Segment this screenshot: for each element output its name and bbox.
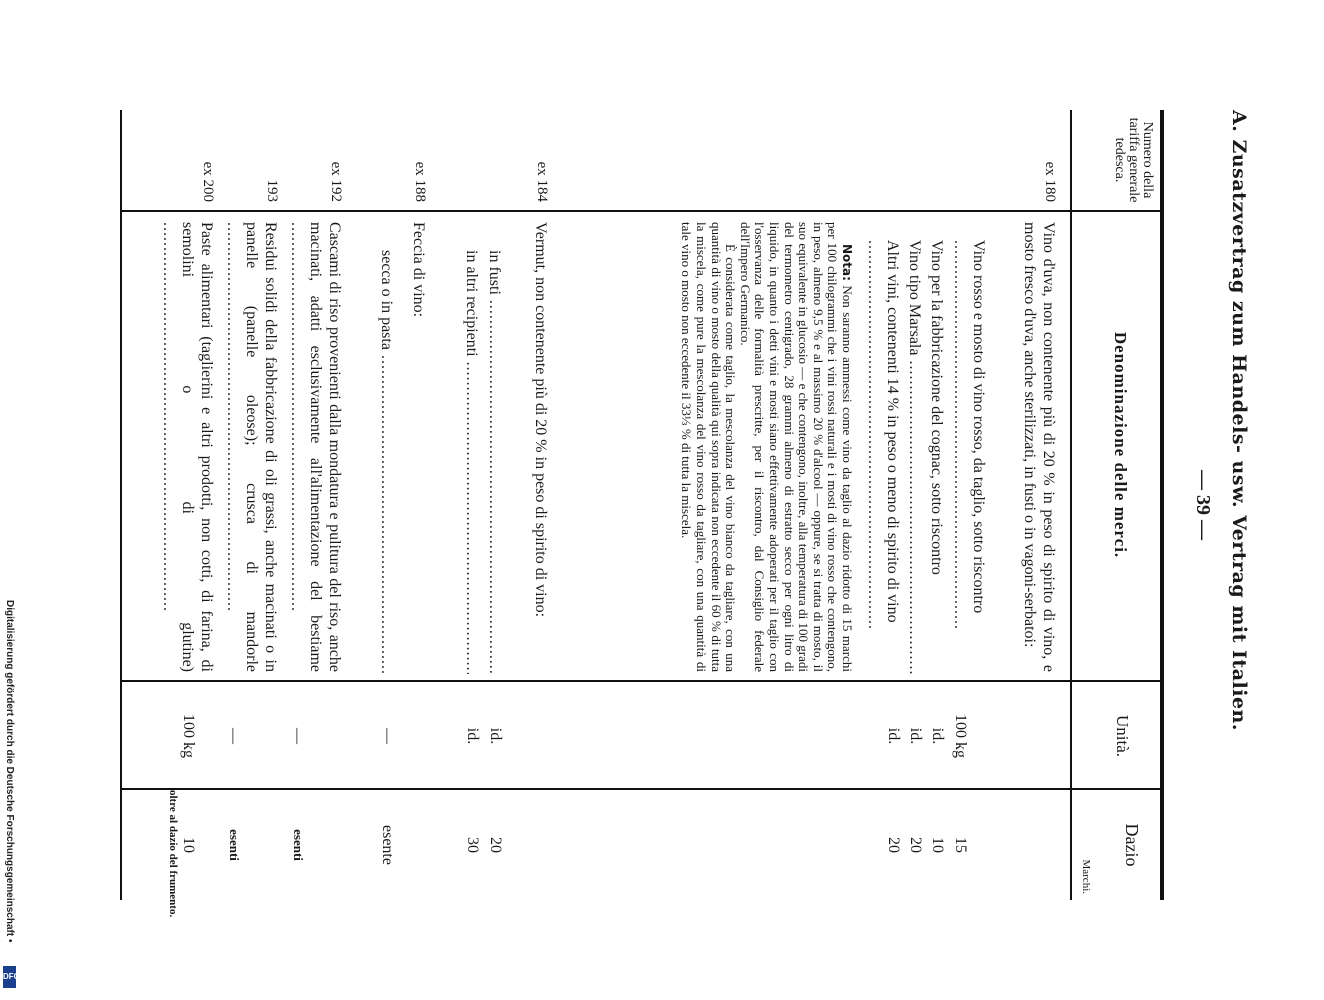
tariff-number: ex 184 — [534, 161, 550, 202]
subitem-label: Vino rosso e mosto di vino rosso, da taglio, sotto riscontro ..... — [950, 240, 988, 674]
subitem-duty: 20 — [487, 837, 504, 853]
subitem-duty: esente — [379, 825, 396, 865]
tariff-number: ex 200 — [200, 161, 216, 202]
column-header-duty-currency: Marchi. — [1080, 859, 1092, 894]
tariff-description: Paste alimentari (taglierini e altri prodotti, non cotti, di farina, di semolini o di glutine) ..... — [159, 222, 216, 672]
subitem-label: Altri vini, contenenti 14 % in peso o meno di spirito di vino ..... — [864, 240, 902, 674]
note-text: Non saranno ammessi come vino da taglio al dazio ridotto di 15 marchi per 100 chilogrammi che i vini rossi naturali e i mosti di vino rosso che contengono, in peso, almeno 9,5 % e al massimo 20 % d'alcool — oppure, se si tratta di mosto, il suo equivalente in glucosio — e che contengono, inoltre, alla temperatura di 100 gradi del termometro centigrado, 28 grammi almeno di estratto secco per ogni litro di liquido, in quanto i detti vini e mosti siano effettivamente adoperati per il taglio con l'osservanza delle formalità prescritte, per il riscontro, dal Consiglio federale dell'Impero Germanico. — [737, 222, 855, 672]
table-bottom-rule — [120, 110, 122, 900]
tariff-duty: esenti — [227, 829, 242, 861]
subitem-unit: 100 kg — [952, 714, 969, 758]
subitem-unit: id. — [487, 727, 504, 745]
tariff-unit: 100 kg — [180, 714, 197, 758]
subitem-duty: 20 — [885, 837, 902, 853]
tariff-description: Cascami di riso provenienti dalla mondatura e pulitura del riso, anche macinati, adatti esclusivamente all'alimentazione del bestiame ..... — [287, 222, 344, 672]
column-divider-number — [122, 210, 1162, 212]
subitem-unit: id. — [885, 727, 902, 745]
tariff-unit: — — [225, 728, 242, 744]
tariff-description: Vino d'uva, non contenente più di 20 % in peso di spirito di vino, e mosto fresco d'uva, anche sterilizzati, in fusti o in vagoni-serbatoi: — [1021, 222, 1057, 672]
column-divider-denomination — [122, 680, 1162, 682]
duty-note: oltre al dazio del frumento. — [167, 790, 179, 918]
digitization-credit — [3, 600, 20, 990]
subitem-label: secca o in pasta ..... — [377, 250, 396, 674]
subitem-duty: 15 — [952, 837, 969, 853]
column-header-duty: Dazio — [1122, 823, 1142, 867]
tariff-number: ex 188 — [412, 161, 428, 202]
note-text-2: È considerata come taglio, la mescolanza del vino bianco da tagliare, con una quantità di vino o mosto della qualità qui sopra indicata non eccedente il 60 % di tutta la miscela, come pure la mescolanza del vino rosso da tagliare, con una quantità di tale vino o mosto non eccedente il 33⅓ % di tutta la miscela. — [679, 222, 739, 672]
subitem-unit: id. — [907, 727, 924, 745]
page-number: — 39 — — [1192, 470, 1214, 540]
subitem-label: Vino tipo Marsala ..... — [905, 240, 924, 674]
subitem-duty: 30 — [464, 837, 481, 853]
subitem-label: in altri recipienti ..... — [462, 250, 481, 674]
column-divider-unit — [122, 788, 1162, 790]
column-header-number: Numero della tariffa generale tedesca. — [1112, 117, 1155, 203]
subitem-duty: 10 — [929, 837, 946, 853]
tariff-note — [679, 222, 854, 672]
table-header-rule — [1070, 110, 1072, 900]
subitem-duty: 20 — [907, 837, 924, 853]
tariff-number: ex 180 — [1042, 161, 1058, 202]
tariff-description: Vermut, non contenente più di 20 % in peso di spirito di vino: — [532, 222, 549, 618]
running-head — [1190, 110, 1250, 900]
tariff-description: Residui solidi della fabbricazione di oli grassi, anche macinati o in panelle (panelle oleose); crusca di mandorle ..... — [223, 222, 280, 672]
credit-text: Digitalisierung gefördert durch die Deutsche Forschungsgemeinschaft • — [4, 600, 15, 943]
tariff-duty: esenti — [291, 829, 306, 861]
column-header-denomination: Denominazione delle merci. — [1111, 331, 1130, 559]
subitem-unit: id. — [464, 727, 481, 745]
section-title: A. Zusatzvertrag zum Handels- usw. Vertrag mit Italien. — [1228, 110, 1250, 731]
column-header-unit: Unità. — [1113, 714, 1132, 758]
tariff-unit: — — [289, 728, 306, 744]
tariff-number: 193 — [264, 179, 280, 202]
subitem-label: in fusti ..... — [485, 250, 504, 674]
tariff-number: ex 192 — [328, 161, 344, 202]
table-top-rule — [1160, 110, 1164, 900]
subitem-unit: — — [379, 728, 396, 744]
tariff-description: Feccia di vino: — [410, 222, 427, 318]
subitem-unit: id. — [929, 727, 946, 745]
dfg-logo-icon: DFG — [3, 966, 16, 988]
document-page — [110, 110, 1250, 918]
note-label: Nota: — [840, 244, 854, 281]
tariff-duty: 10 oltre al dazio del frumento. — [167, 790, 197, 918]
subitem-label: Vino per la fabbricazione del cognac, sotto riscontro — [928, 240, 945, 575]
